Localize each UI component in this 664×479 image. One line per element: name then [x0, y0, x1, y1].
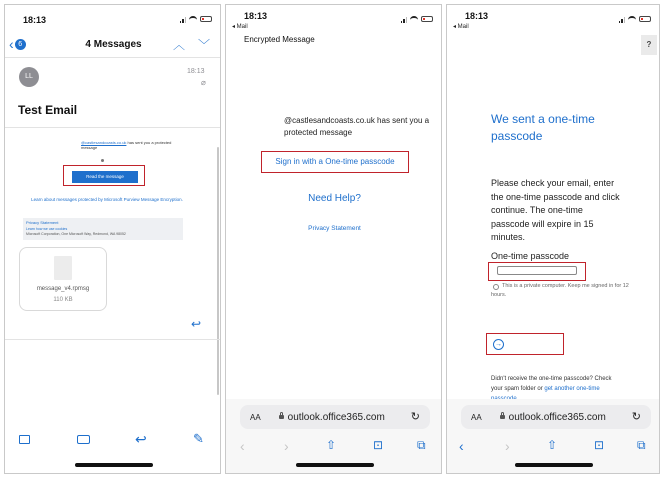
message-time: 18:13 [187, 68, 205, 75]
privacy-link[interactable]: Privacy Statement [26, 220, 59, 225]
arrow-right-icon: → [495, 341, 502, 348]
sender-line: @castlesandcoasts.co.uk has sent you a protected message [284, 116, 430, 137]
highlight-continue-button [486, 333, 564, 355]
reload-icon[interactable]: ↻ [410, 411, 420, 423]
home-indicator [75, 463, 153, 467]
compose-icon: ✎ [193, 431, 204, 446]
divider [5, 57, 221, 58]
cookies-link[interactable]: Learn how we use cookies [26, 227, 68, 231]
attachment-name: message_v4.rpmsg [36, 286, 90, 292]
back-nav-icon[interactable]: ‹ [240, 438, 245, 454]
scrollbar[interactable] [217, 147, 219, 395]
tabs-icon[interactable]: ⧉ [417, 438, 426, 452]
lock-icon [279, 415, 284, 419]
resend-passcode-link[interactable]: get another one-time [544, 386, 600, 392]
battery-icon [200, 16, 212, 22]
status-icons [401, 15, 434, 23]
status-icons [619, 15, 652, 23]
resend-help-text: Didn't receive the one-time passcode? Check your spam folder or [491, 376, 612, 392]
chevron-left-icon: ‹ [9, 36, 14, 52]
subject: Test Email [18, 103, 78, 117]
attachment-card[interactable] [19, 247, 107, 311]
battery-icon [421, 16, 433, 22]
share-icon[interactable]: ⇧ [547, 438, 558, 452]
reload-icon[interactable]: ↻ [631, 411, 641, 423]
need-help-link[interactable]: Need Help? [308, 193, 361, 204]
read-message-button[interactable]: Read the message [72, 171, 138, 183]
previous-message-button[interactable] [173, 36, 185, 53]
folder-icon [77, 435, 90, 444]
page-heading: We sent a one-time passcode [491, 112, 595, 143]
attachment-size: 110 KB [53, 297, 73, 303]
status-time: 18:13 [244, 11, 268, 21]
passcode-screen [446, 4, 660, 474]
back-to-mail[interactable]: ◂ Mail [232, 24, 248, 30]
sender-line [81, 140, 181, 150]
reader-aa-button[interactable]: AA [250, 412, 261, 422]
lock-icon [500, 415, 505, 419]
avatar: LL [19, 67, 39, 87]
sender-link[interactable]: @castlesandcoasts.co.uk [81, 140, 127, 145]
highlight-passcode-input [488, 262, 586, 281]
divider [5, 127, 221, 128]
unread-badge: 6 [15, 39, 26, 50]
highlight-signin-link [261, 151, 409, 173]
sender-text: has sent you a protected message [81, 140, 172, 150]
home-indicator [515, 463, 593, 467]
page-header: Encrypted Message [244, 35, 315, 44]
battery-icon [639, 16, 651, 22]
encrypted-message-screen [225, 4, 442, 474]
address-bar[interactable] [461, 405, 651, 429]
bullet-icon [101, 159, 104, 162]
home-indicator [296, 463, 374, 467]
status-icons [180, 15, 213, 23]
learn-more-link[interactable]: Learn about messages protected by Microsoft Purview Message Encryption. [31, 197, 183, 202]
mail-screen [4, 4, 221, 474]
archive-icon [19, 435, 30, 444]
back-nav-icon[interactable]: ‹ [459, 438, 464, 454]
passcode-label: One-time passcode [491, 251, 570, 261]
keep-signed-in-label: This is a private computer. Keep me signed in for 12 hours. [491, 283, 629, 298]
chevron-down-icon: ﹀ [198, 38, 211, 52]
bookmarks-icon[interactable]: ⊡ [373, 438, 384, 452]
next-message-button[interactable] [198, 36, 210, 53]
highlight-read-button [63, 165, 145, 186]
attachment-indicator-icon: ⌀ [201, 78, 206, 87]
move-folder-button[interactable] [77, 435, 90, 444]
help-button[interactable]: ? [641, 35, 657, 55]
footer-box [23, 218, 183, 240]
status-time: 18:13 [465, 11, 489, 21]
instructions: Please check your email, enter the one-time passcode and click continue. The one-time passcode will expire in 15 minutes. [491, 178, 620, 242]
wifi-icon [410, 16, 418, 22]
signin-otp-link[interactable]: Sign in with a One-time passcode [275, 157, 395, 166]
wifi-icon [628, 16, 636, 22]
address-bar[interactable] [240, 405, 430, 429]
reader-aa-button[interactable]: AA [471, 412, 482, 422]
tabs-icon[interactable]: ⧉ [637, 438, 646, 452]
share-icon[interactable]: ⇧ [326, 438, 337, 452]
wifi-icon [189, 16, 197, 22]
reply-inline-button[interactable] [191, 317, 201, 331]
signal-icon [180, 16, 187, 23]
reply-icon: ↩ [191, 317, 202, 331]
footer-address: Microsoft Corporation, One Microsoft Way, Redmond, WA 98052 [26, 232, 126, 236]
back-to-mail[interactable]: ◂ Mail [453, 24, 469, 30]
url-text: outlook.office365.com [287, 411, 385, 423]
chevron-up-icon: ︿ [173, 38, 186, 52]
signal-icon [401, 16, 408, 23]
signal-icon [619, 16, 626, 23]
compose-button[interactable] [193, 431, 204, 447]
bookmarks-icon[interactable]: ⊡ [594, 438, 605, 452]
file-icon [54, 256, 72, 280]
status-time: 18:13 [23, 15, 47, 25]
forward-nav-icon[interactable]: › [284, 438, 289, 454]
privacy-statement-link[interactable]: Privacy Statement [308, 225, 361, 232]
nav-title: 4 Messages [85, 39, 142, 50]
divider [5, 339, 221, 340]
reply-icon: ↩ [135, 431, 147, 447]
archive-button[interactable] [19, 435, 30, 444]
reply-button[interactable] [135, 431, 147, 448]
forward-nav-icon[interactable]: › [505, 438, 510, 454]
url-text: outlook.office365.com [508, 411, 606, 423]
